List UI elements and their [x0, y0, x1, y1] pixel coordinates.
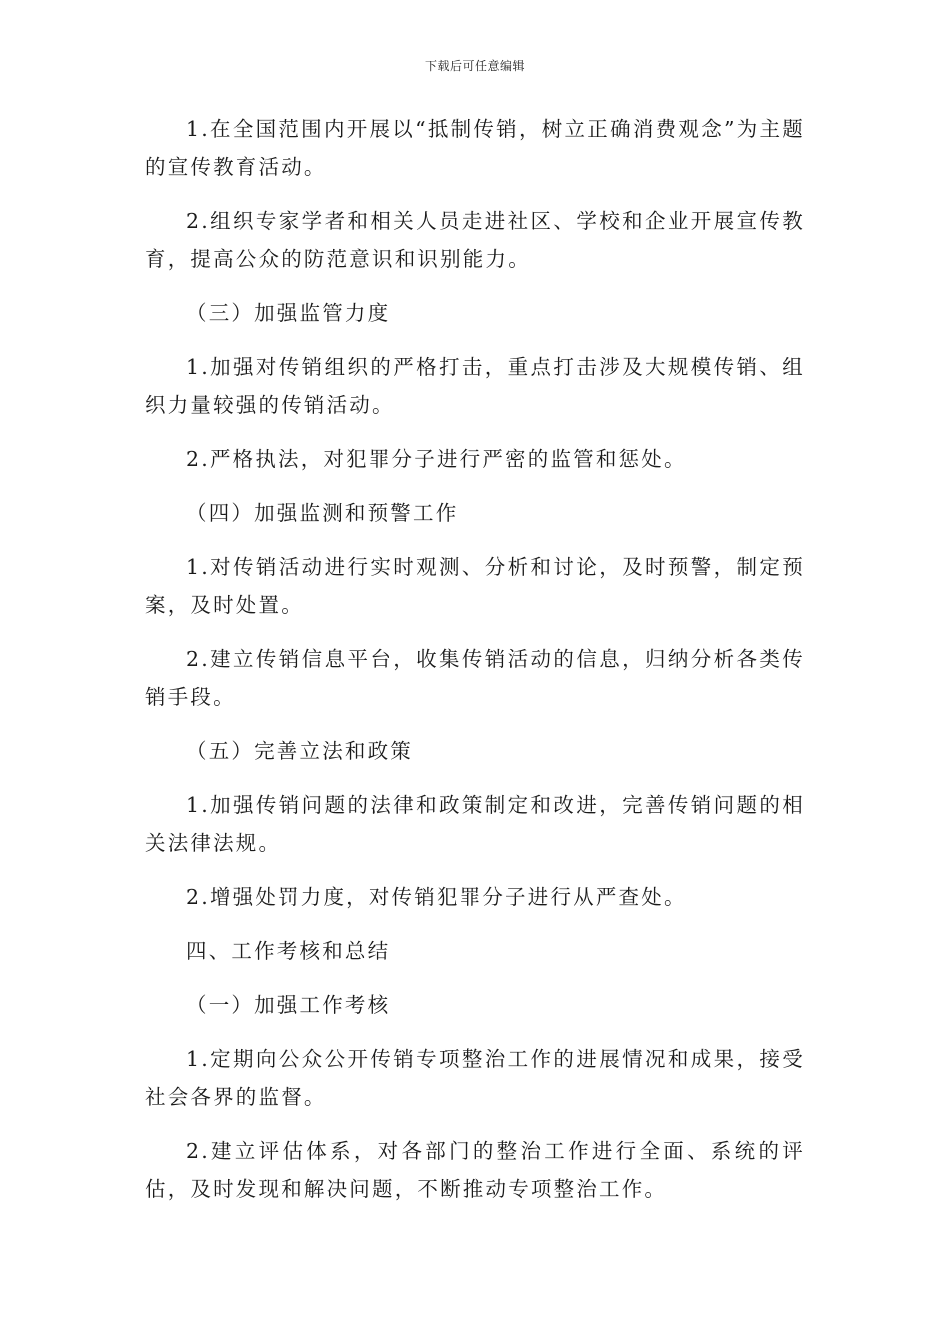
paragraph: 1.在全国范围内开展以“抵制传销，树立正确消费观念”为主题的宣传教育活动。 [145, 117, 805, 179]
section-heading: （一）加强工作考核 [186, 993, 391, 1017]
paragraph: 1.定期向公众公开传销专项整治工作的进展情况和成果，接受社会各界的监督。 [145, 1047, 805, 1109]
paragraph: 2.增强处罚力度，对传销犯罪分子进行从严查处。 [186, 885, 687, 909]
paragraph: 2.建立传销信息平台，收集传销活动的信息，归纳分析各类传销手段。 [145, 647, 805, 709]
header-note: 下载后可任意编辑 [424, 59, 525, 73]
paragraph: 1.对传销活动进行实时观测、分析和讨论，及时预警，制定预案，及时处置。 [145, 555, 805, 617]
section-heading: （五）完善立法和政策 [186, 739, 413, 763]
paragraph: 2.组织专家学者和相关人员走进社区、学校和企业开展宣传教育，提高公众的防范意识和识别能力。 [145, 209, 805, 271]
section-heading: （三）加强监管力度 [186, 301, 391, 325]
paragraph: 2.建立评估体系，对各部门的整治工作进行全面、系统的评估，及时发现和解决问题，不断推动专项整治工作。 [145, 1139, 805, 1201]
paragraph: 1.加强对传销组织的严格打击，重点打击涉及大规模传销、组织力量较强的传销活动。 [145, 355, 805, 417]
paragraph: 1.加强传销问题的法律和政策制定和改进，完善传销问题的相关法律法规。 [145, 793, 805, 855]
document-body [145, 110, 805, 1224]
chapter-heading: 四、工作考核和总结 [186, 939, 391, 963]
paragraph: 2.严格执法，对犯罪分子进行严密的监管和惩处。 [186, 447, 687, 471]
section-heading: （四）加强监测和预警工作 [186, 501, 459, 525]
